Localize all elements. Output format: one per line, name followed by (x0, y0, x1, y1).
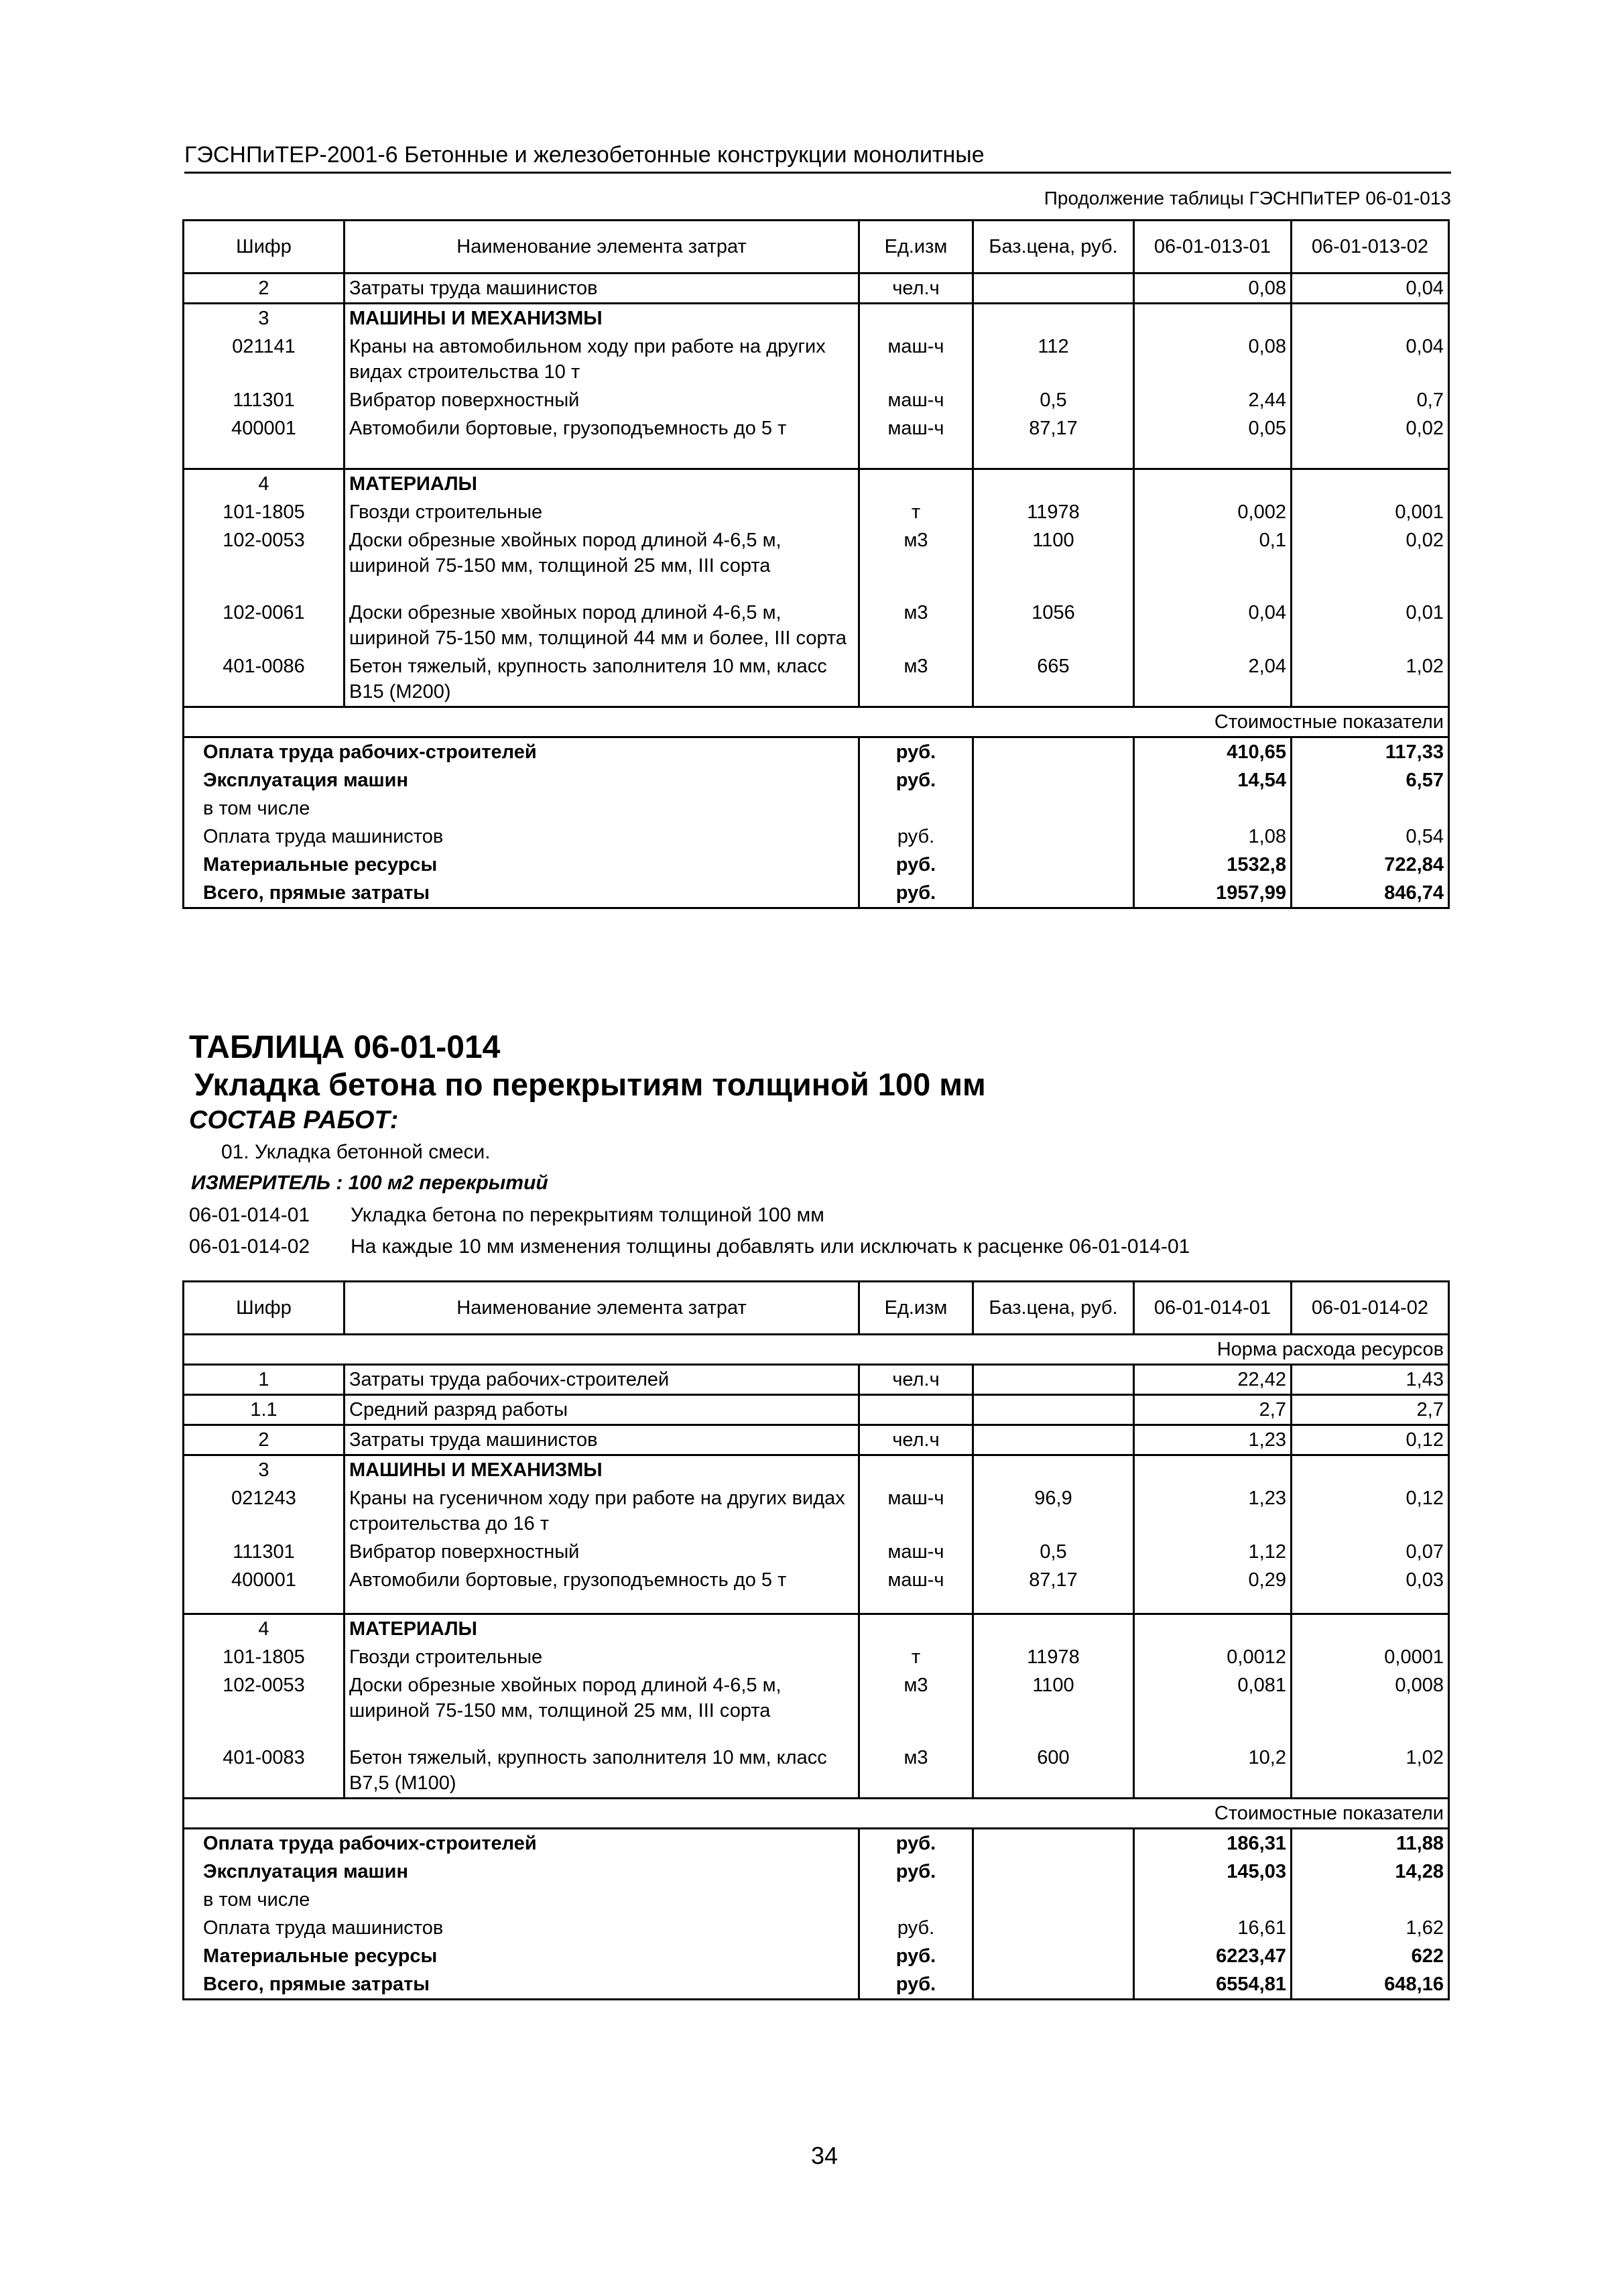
column-header: 06-01-013-01 (1134, 221, 1292, 274)
column-header: Шифр (184, 1282, 345, 1335)
column-header: 06-01-014-01 (1134, 1282, 1292, 1335)
row-price: 11978 (973, 1643, 1134, 1671)
page-title: ТАБЛИЦА 06-01-014 (189, 1030, 501, 1065)
total-value-2: 648,16 (1292, 1970, 1449, 2000)
row-value-2: 0,008 (1292, 1671, 1449, 1744)
empty-cell (973, 1886, 1134, 1914)
total-value-1: 14,54 (1134, 766, 1292, 794)
total-unit: руб. (859, 766, 973, 794)
total-name: в том числе (184, 794, 859, 823)
row-unit: т (859, 1643, 973, 1671)
row-value-1: 2,7 (1134, 1395, 1292, 1425)
total-name: Оплата труда рабочих-строителей (184, 1829, 859, 1858)
row-name: Доски обрезные хвойных пород длиной 4-6,5 м, шириной 75-150 мм, толщиной 25 мм, III сорта (345, 526, 859, 599)
row-price (973, 1425, 1134, 1455)
row-value-1 (1134, 469, 1292, 499)
empty-cell (973, 1970, 1134, 2000)
row-name: Затраты труда рабочих-строителей (345, 1365, 859, 1395)
row-code: 4 (184, 469, 345, 499)
total-name: Эксплуатация машин (184, 1858, 859, 1886)
row-price: 87,17 (973, 414, 1134, 469)
row-name: Доски обрезные хвойных пород длиной 4-6,5 м, шириной 75-150 мм, толщиной 44 мм и более, III сорта (345, 599, 859, 652)
row-value-1: 0,081 (1134, 1671, 1292, 1744)
total-row (184, 1970, 1449, 2000)
table-row (184, 333, 1449, 386)
row-code: 102-0061 (184, 599, 345, 652)
total-unit (859, 1886, 973, 1914)
table-row (184, 1395, 1449, 1425)
row-price (973, 469, 1134, 499)
empty-cell (973, 879, 1134, 908)
row-unit: маш-ч (859, 386, 973, 414)
variant-desc: На каждые 10 мм изменения толщины добавлять или исключать к расценке 06-01-014-01 (351, 1235, 1190, 1258)
empty-cell (973, 1914, 1134, 1942)
row-price: 96,9 (973, 1484, 1134, 1538)
cost-band: Стоимостные показатели (184, 707, 1449, 737)
row-unit: маш-ч (859, 1538, 973, 1566)
table-row (184, 1484, 1449, 1538)
row-price: 0,5 (973, 1538, 1134, 1566)
header-row (184, 1282, 1449, 1335)
row-value-1: 0,05 (1134, 414, 1292, 469)
row-code: 3 (184, 304, 345, 333)
row-value-1: 0,1 (1134, 526, 1292, 599)
row-unit: чел.ч (859, 1365, 973, 1395)
norm-band: Норма расхода ресурсов (184, 1335, 1449, 1365)
total-unit: руб. (859, 1829, 973, 1858)
row-value-1 (1134, 304, 1292, 333)
table-row (184, 414, 1449, 469)
row-price (973, 274, 1134, 304)
total-value-1: 1,08 (1134, 823, 1292, 851)
row-value-1: 0,08 (1134, 333, 1292, 386)
band-row (184, 1799, 1449, 1829)
row-value-2: 0,07 (1292, 1538, 1449, 1566)
total-value-2: 11,88 (1292, 1829, 1449, 1858)
total-unit: руб. (859, 879, 973, 908)
row-price (973, 1395, 1134, 1425)
empty-cell (973, 823, 1134, 851)
total-value-1 (1134, 1886, 1292, 1914)
table-row (184, 652, 1449, 707)
row-value-2: 0,04 (1292, 333, 1449, 386)
row-value-1: 22,42 (1134, 1365, 1292, 1395)
column-header: Баз.цена, руб. (973, 1282, 1134, 1335)
row-unit: м3 (859, 1671, 973, 1744)
row-price: 665 (973, 652, 1134, 707)
row-code: 102-0053 (184, 1671, 345, 1744)
total-value-2: 0,54 (1292, 823, 1449, 851)
table-row (184, 1566, 1449, 1614)
row-name: Краны на автомобильном ходу при работе на других видах строительства 10 т (345, 333, 859, 386)
row-price (973, 1614, 1134, 1644)
row-price: 1056 (973, 599, 1134, 652)
row-code: 021141 (184, 333, 345, 386)
row-price (973, 304, 1134, 333)
row-value-2: 0,01 (1292, 599, 1449, 652)
total-name: Оплата труда рабочих-строителей (184, 737, 859, 767)
row-value-2: 2,7 (1292, 1395, 1449, 1425)
row-code: 3 (184, 1455, 345, 1485)
table-row (184, 1455, 1449, 1485)
row-value-2: 0,03 (1292, 1566, 1449, 1614)
row-price: 0,5 (973, 386, 1134, 414)
row-unit (859, 1395, 973, 1425)
total-name: Оплата труда машинистов (184, 1914, 859, 1942)
empty-cell (973, 1829, 1134, 1858)
row-value-2: 1,02 (1292, 652, 1449, 707)
row-name: Гвозди строительные (345, 498, 859, 526)
row-value-1: 2,04 (1134, 652, 1292, 707)
column-header: Наименование элемента затрат (345, 1282, 859, 1335)
total-value-1: 6223,47 (1134, 1942, 1292, 1970)
row-code: 111301 (184, 386, 345, 414)
total-name: в том числе (184, 1886, 859, 1914)
row-value-2: 0,04 (1292, 274, 1449, 304)
work-composition-label: СОСТАВ РАБОТ: (189, 1106, 399, 1134)
total-name: Материальные ресурсы (184, 851, 859, 879)
total-value-1: 186,31 (1134, 1829, 1292, 1858)
row-price: 600 (973, 1744, 1134, 1799)
row-unit: м3 (859, 652, 973, 707)
row-value-1: 0,0012 (1134, 1643, 1292, 1671)
column-header: Баз.цена, руб. (973, 221, 1134, 274)
row-price: 1100 (973, 526, 1134, 599)
row-unit (859, 1455, 973, 1485)
total-unit: руб. (859, 823, 973, 851)
variant-desc: Укладка бетона по перекрытиям толщиной 100 мм (351, 1204, 824, 1226)
row-unit: м3 (859, 1744, 973, 1799)
column-header: Ед.изм (859, 221, 973, 274)
total-value-1: 16,61 (1134, 1914, 1292, 1942)
total-value-2: 117,33 (1292, 737, 1449, 767)
row-name: Затраты труда машинистов (345, 1425, 859, 1455)
row-value-2: 0,7 (1292, 386, 1449, 414)
total-row (184, 766, 1449, 794)
row-name: Автомобили бортовые, грузоподъемность до 5 т (345, 414, 859, 469)
row-value-1: 1,23 (1134, 1484, 1292, 1538)
row-value-2: 0,02 (1292, 414, 1449, 469)
empty-cell (973, 766, 1134, 794)
row-price (973, 1365, 1134, 1395)
empty-cell (973, 737, 1134, 767)
total-row (184, 1829, 1449, 1858)
table-row (184, 1614, 1449, 1644)
table-row (184, 304, 1449, 333)
row-unit: маш-ч (859, 414, 973, 469)
row-code: 400001 (184, 1566, 345, 1614)
total-unit: руб. (859, 1942, 973, 1970)
continuation-note: Продолжение таблицы ГЭСНПиТЕР 06-01-013 (1044, 188, 1451, 208)
total-value-2: 6,57 (1292, 766, 1449, 794)
row-unit: м3 (859, 526, 973, 599)
column-header: 06-01-013-02 (1292, 221, 1449, 274)
total-unit: руб. (859, 1970, 973, 2000)
row-unit (859, 304, 973, 333)
total-value-2: 14,28 (1292, 1858, 1449, 1886)
total-name: Всего, прямые затраты (184, 879, 859, 908)
row-price: 1100 (973, 1671, 1134, 1744)
row-name: Доски обрезные хвойных пород длиной 4-6,5 м, шириной 75-150 мм, толщиной 25 мм, III сорта (345, 1671, 859, 1744)
row-code: 111301 (184, 1538, 345, 1566)
cost-band: Стоимостные показатели (184, 1799, 1449, 1829)
row-code: 1 (184, 1365, 345, 1395)
row-code: 021243 (184, 1484, 345, 1538)
row-unit (859, 1614, 973, 1644)
total-name: Оплата труда машинистов (184, 823, 859, 851)
row-name: Вибратор поверхностный (345, 1538, 859, 1566)
row-value-2: 0,001 (1292, 498, 1449, 526)
total-value-2: 622 (1292, 1942, 1449, 1970)
empty-cell (973, 794, 1134, 823)
row-name: МАШИНЫ И МЕХАНИЗМЫ (345, 304, 859, 333)
row-value-2 (1292, 469, 1449, 499)
row-value-2: 0,12 (1292, 1425, 1449, 1455)
row-code: 101-1805 (184, 498, 345, 526)
row-unit: чел.ч (859, 274, 973, 304)
total-value-1 (1134, 794, 1292, 823)
row-value-2: 0,0001 (1292, 1643, 1449, 1671)
column-header: Шифр (184, 221, 345, 274)
row-price: 11978 (973, 498, 1134, 526)
row-value-2 (1292, 1614, 1449, 1644)
header-row (184, 221, 1449, 274)
table-row (184, 498, 1449, 526)
empty-cell (973, 1942, 1134, 1970)
row-value-1: 0,04 (1134, 599, 1292, 652)
table-row (184, 1538, 1449, 1566)
table-row (184, 526, 1449, 599)
total-row (184, 737, 1449, 767)
total-value-2 (1292, 794, 1449, 823)
band-row (184, 707, 1449, 737)
row-value-1 (1134, 1455, 1292, 1485)
total-row (184, 1942, 1449, 1970)
total-unit: руб. (859, 1858, 973, 1886)
row-value-2 (1292, 304, 1449, 333)
row-code: 401-0086 (184, 652, 345, 707)
row-unit (859, 469, 973, 499)
row-value-1: 2,44 (1134, 386, 1292, 414)
row-code: 4 (184, 1614, 345, 1644)
total-row (184, 851, 1449, 879)
row-name: Гвозди строительные (345, 1643, 859, 1671)
row-unit: маш-ч (859, 1566, 973, 1614)
row-value-2: 1,02 (1292, 1744, 1449, 1799)
row-code: 102-0053 (184, 526, 345, 599)
row-unit: чел.ч (859, 1425, 973, 1455)
empty-cell (973, 1858, 1134, 1886)
row-value-1: 10,2 (1134, 1744, 1292, 1799)
section-subtitle: Укладка бетона по перекрытиям толщиной 100 мм (194, 1067, 986, 1102)
row-name: Бетон тяжелый, крупность заполнителя 10 мм, класс В15 (М200) (345, 652, 859, 707)
column-header: Ед.изм (859, 1282, 973, 1335)
row-unit: м3 (859, 599, 973, 652)
row-name: МАТЕРИАЛЫ (345, 1614, 859, 1644)
total-row (184, 794, 1449, 823)
estimate-table-014 (182, 1280, 1450, 2000)
variant-code: 06-01-014-01 (189, 1204, 310, 1226)
row-value-1: 1,12 (1134, 1538, 1292, 1566)
variant-code: 06-01-014-02 (189, 1235, 310, 1258)
total-value-1: 6554,81 (1134, 1970, 1292, 2000)
row-code: 401-0083 (184, 1744, 345, 1799)
total-row (184, 1886, 1449, 1914)
total-value-2: 1,62 (1292, 1914, 1449, 1942)
total-row (184, 879, 1449, 908)
row-name: Автомобили бортовые, грузоподъемность до 5 т (345, 1566, 859, 1614)
column-header: Наименование элемента затрат (345, 221, 859, 274)
band-row (184, 1335, 1449, 1365)
table-row (184, 469, 1449, 499)
total-value-1: 410,65 (1134, 737, 1292, 767)
total-row (184, 1914, 1449, 1942)
row-unit: маш-ч (859, 1484, 973, 1538)
table-row (184, 1671, 1449, 1744)
row-code: 101-1805 (184, 1643, 345, 1671)
table-row (184, 599, 1449, 652)
row-name: МАШИНЫ И МЕХАНИЗМЫ (345, 1455, 859, 1485)
row-unit: маш-ч (859, 333, 973, 386)
row-value-2: 1,43 (1292, 1365, 1449, 1395)
row-unit: т (859, 498, 973, 526)
row-code: 400001 (184, 414, 345, 469)
column-header: 06-01-014-02 (1292, 1282, 1449, 1335)
row-name: Краны на гусеничном ходу при работе на других видах строительства до 16 т (345, 1484, 859, 1538)
total-unit: руб. (859, 1914, 973, 1942)
row-value-2 (1292, 1455, 1449, 1485)
total-value-1: 145,03 (1134, 1858, 1292, 1886)
table-row (184, 1365, 1449, 1395)
total-row (184, 823, 1449, 851)
total-value-2: 846,74 (1292, 879, 1449, 908)
total-value-2 (1292, 1886, 1449, 1914)
page-number: 34 (811, 2142, 838, 2169)
row-code: 2 (184, 1425, 345, 1455)
table-row (184, 1643, 1449, 1671)
estimate-table-013 (182, 219, 1450, 909)
row-value-2: 0,02 (1292, 526, 1449, 599)
work-item: 01. Укладка бетонной смеси. (221, 1141, 491, 1163)
row-name: Средний разряд работы (345, 1395, 859, 1425)
running-header: ГЭСНПиТЕР-2001-6 Бетонные и железобетонные конструкции монолитные (184, 141, 1451, 174)
total-value-1: 1957,99 (1134, 879, 1292, 908)
total-unit (859, 794, 973, 823)
total-value-2: 722,84 (1292, 851, 1449, 879)
row-price: 87,17 (973, 1566, 1134, 1614)
table-row (184, 1744, 1449, 1799)
row-code: 1.1 (184, 1395, 345, 1425)
row-name: Затраты труда машинистов (345, 274, 859, 304)
row-name: МАТЕРИАЛЫ (345, 469, 859, 499)
total-name: Всего, прямые затраты (184, 1970, 859, 2000)
empty-cell (973, 851, 1134, 879)
total-row (184, 1858, 1449, 1886)
row-value-1 (1134, 1614, 1292, 1644)
row-value-1: 1,23 (1134, 1425, 1292, 1455)
row-name: Вибратор поверхностный (345, 386, 859, 414)
row-code: 2 (184, 274, 345, 304)
row-name: Бетон тяжелый, крупность заполнителя 10 мм, класс В7,5 (М100) (345, 1744, 859, 1799)
row-value-1: 0,08 (1134, 274, 1292, 304)
total-name: Материальные ресурсы (184, 1942, 859, 1970)
total-value-1: 1532,8 (1134, 851, 1292, 879)
table-row (184, 274, 1449, 304)
total-unit: руб. (859, 737, 973, 767)
row-value-2: 0,12 (1292, 1484, 1449, 1538)
total-unit: руб. (859, 851, 973, 879)
row-price: 112 (973, 333, 1134, 386)
row-value-1: 0,29 (1134, 1566, 1292, 1614)
table-row (184, 1425, 1449, 1455)
row-value-1: 0,002 (1134, 498, 1292, 526)
table-row (184, 386, 1449, 414)
meter-label: ИЗМЕРИТЕЛЬ : 100 м2 перекрытий (191, 1172, 548, 1194)
row-price (973, 1455, 1134, 1485)
total-name: Эксплуатация машин (184, 766, 859, 794)
